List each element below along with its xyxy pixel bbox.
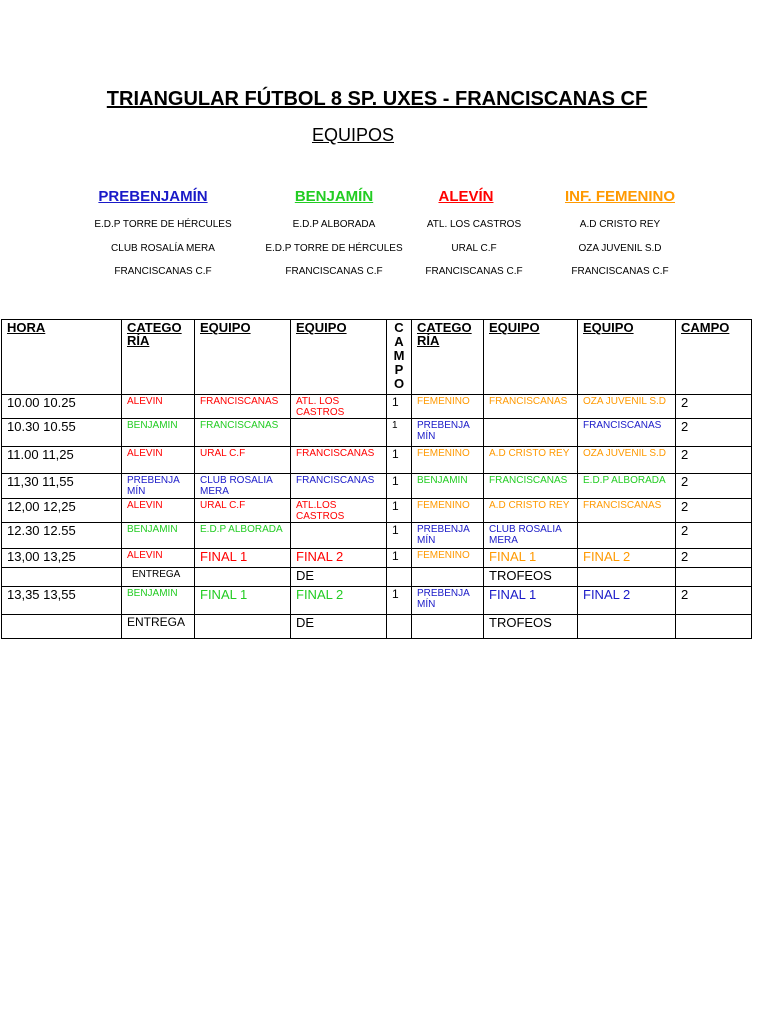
team-name: FRANCISCANAS C.F <box>571 266 669 277</box>
time-cell: 12.30 12.55 <box>2 523 122 549</box>
table-header-row <box>2 320 752 395</box>
table-row <box>2 447 752 474</box>
table-row <box>2 395 752 419</box>
header-equipo: EQUIPO <box>195 320 291 395</box>
table-row <box>2 568 752 587</box>
time-cell: 13,35 13,55 <box>2 587 122 615</box>
team-name: E.D.P TORRE DE HÉRCULES <box>94 219 232 230</box>
table-row <box>2 549 752 568</box>
header-categoria: CATEGO RÍA <box>122 320 195 395</box>
category-cell <box>412 568 484 587</box>
category-cell: BENJAMIN <box>122 523 195 549</box>
header-campo-letter: A <box>394 334 404 349</box>
category-cell: ALEVIN <box>122 499 195 523</box>
team-cell: FINAL 2 <box>291 587 387 615</box>
section-title-equipos: EQUIPOS <box>311 125 395 145</box>
team-cell: CLUB ROSALIA MERA <box>484 523 578 549</box>
field-cell <box>387 615 412 639</box>
time-cell <box>2 568 122 587</box>
category-cell: PREBENJA MÍN <box>412 419 484 447</box>
team-cell <box>484 419 578 447</box>
category-cell: FEMENINO <box>412 499 484 523</box>
team-cell: E.D.P ALBORADA <box>578 474 676 499</box>
team-cell: FRANCISCANAS <box>578 419 676 447</box>
time-cell: 10.30 10.55 <box>2 419 122 447</box>
team-cell: FINAL 1 <box>484 549 578 568</box>
header-campo-letter: C <box>394 320 404 335</box>
header-campo-letter: M <box>393 348 405 363</box>
team-cell: FRANCISCANAS <box>484 474 578 499</box>
time-cell: 10.00 10.25 <box>2 395 122 419</box>
team-cell: A.D CRISTO REY <box>484 447 578 474</box>
category-cell: BENJAMIN <box>122 419 195 447</box>
de-cell: DE <box>291 568 387 587</box>
team-cell <box>291 419 387 447</box>
team-name: ATL. LOS CASTROS <box>426 219 522 230</box>
field-cell: 1 <box>387 587 412 615</box>
team-cell: OZA JUVENIL S.D <box>578 447 676 474</box>
category-heading-femenino: INF. FEMENINO <box>564 188 675 205</box>
field-cell: 1 <box>387 523 412 549</box>
header-equipo: EQUIPO <box>578 320 676 395</box>
category-cell: ALEVIN <box>122 549 195 568</box>
trofeos-cell: TROFEOS <box>484 568 578 587</box>
header-campo-letter: P <box>394 362 404 377</box>
team-cell: FRANCISCANAS <box>484 395 578 419</box>
team-cell: FINAL 2 <box>291 549 387 568</box>
category-cell: FEMENINO <box>412 395 484 419</box>
team-cell: ATL. LOS CASTROS <box>291 395 387 419</box>
header-categoria: CATEGO RÍA <box>412 320 484 395</box>
time-cell: 11.00 11,25 <box>2 447 122 474</box>
table-row <box>2 499 752 523</box>
team-cell: FINAL 1 <box>195 549 291 568</box>
field-cell <box>676 568 752 587</box>
header-campo: CAMPO <box>676 320 752 395</box>
field-cell: 2 <box>676 523 752 549</box>
team-cell: FINAL 1 <box>484 587 578 615</box>
team-cell <box>578 615 676 639</box>
header-equipo: EQUIPO <box>291 320 387 395</box>
team-name: E.D.P ALBORADA <box>292 219 376 230</box>
field-cell: 2 <box>676 395 752 419</box>
field-cell: 2 <box>676 447 752 474</box>
field-cell: 2 <box>676 587 752 615</box>
team-name: E.D.P TORRE DE HÉRCULES <box>265 243 403 254</box>
header-hora: HORA <box>2 320 122 395</box>
team-name: A.D CRISTO REY <box>579 219 661 230</box>
field-cell: 2 <box>676 549 752 568</box>
category-cell: PREBENJA MÍN <box>412 587 484 615</box>
field-cell: 1 <box>387 499 412 523</box>
team-cell: OZA JUVENIL S.D <box>578 395 676 419</box>
header-equipo: EQUIPO <box>484 320 578 395</box>
header-campo-letter: O <box>393 376 405 391</box>
category-cell: ALEVIN <box>122 447 195 474</box>
time-cell: 11,30 11,55 <box>2 474 122 499</box>
entrega-cell: ENTREGA <box>122 568 195 587</box>
team-cell: FRANCISCANAS <box>291 474 387 499</box>
team-cell: FRANCISCANAS <box>195 395 291 419</box>
team-cell <box>195 615 291 639</box>
field-cell: 1 <box>387 447 412 474</box>
team-cell <box>578 523 676 549</box>
team-name: FRANCISCANAS C.F <box>114 266 212 277</box>
category-cell: BENJAMIN <box>412 474 484 499</box>
category-cell: PREBENJA MÍN <box>122 474 195 499</box>
team-cell <box>578 568 676 587</box>
category-cell: BENJAMIN <box>122 587 195 615</box>
field-cell <box>387 568 412 587</box>
team-cell: A.D CRISTO REY <box>484 499 578 523</box>
category-cell <box>412 615 484 639</box>
field-cell: 2 <box>676 419 752 447</box>
team-name: FRANCISCANAS C.F <box>425 266 523 277</box>
table-row <box>2 587 752 615</box>
field-cell: 1 <box>387 549 412 568</box>
table-row <box>2 419 752 447</box>
category-cell: ALEVIN <box>122 395 195 419</box>
time-cell: 13,00 13,25 <box>2 549 122 568</box>
team-cell: URAL C.F <box>195 499 291 523</box>
team-cell <box>291 523 387 549</box>
trofeos-cell: TROFEOS <box>484 615 578 639</box>
time-cell: 12,00 12,25 <box>2 499 122 523</box>
team-cell: FRANCISCANAS <box>291 447 387 474</box>
field-cell: 1 <box>387 474 412 499</box>
team-cell: URAL C.F <box>195 447 291 474</box>
field-cell: 2 <box>676 499 752 523</box>
table-row <box>2 474 752 499</box>
time-cell <box>2 615 122 639</box>
team-cell: FINAL 2 <box>578 587 676 615</box>
table-row <box>2 615 752 639</box>
team-name: FRANCISCANAS C.F <box>285 266 383 277</box>
de-cell: DE <box>291 615 387 639</box>
table-row <box>2 523 752 549</box>
field-cell: 2 <box>676 474 752 499</box>
team-cell: FINAL 2 <box>578 549 676 568</box>
team-cell: FRANCISCANAS <box>195 419 291 447</box>
entrega-cell: ENTREGA <box>122 615 195 639</box>
category-cell: FEMENINO <box>412 447 484 474</box>
team-cell: E.D.P ALBORADA <box>195 523 291 549</box>
team-name: OZA JUVENIL S.D <box>578 243 662 254</box>
header-campo-vertical <box>387 320 412 395</box>
category-heading-alevin: ALEVÍN <box>438 188 494 205</box>
field-cell <box>676 615 752 639</box>
team-name: CLUB ROSALÍA MERA <box>111 243 215 254</box>
schedule-table <box>1 319 752 639</box>
team-cell <box>195 568 291 587</box>
field-cell: 1 <box>387 395 412 419</box>
page-title: TRIANGULAR FÚTBOL 8 SP. UXES - FRANCISCANAS CF <box>106 88 648 110</box>
category-cell: PREBENJA MÍN <box>412 523 484 549</box>
category-heading-prebenjamin: PREBENJAMÍN <box>98 188 208 205</box>
team-cell: FINAL 1 <box>195 587 291 615</box>
team-cell: FRANCISCANAS <box>578 499 676 523</box>
category-heading-benjamin: BENJAMÍN <box>294 188 374 205</box>
category-cell: FEMENINO <box>412 549 484 568</box>
team-cell: CLUB ROSALIA MERA <box>195 474 291 499</box>
team-cell: ATL.LOS CASTROS <box>291 499 387 523</box>
field-cell: 1 <box>387 419 412 447</box>
team-name: URAL C.F <box>451 243 497 254</box>
